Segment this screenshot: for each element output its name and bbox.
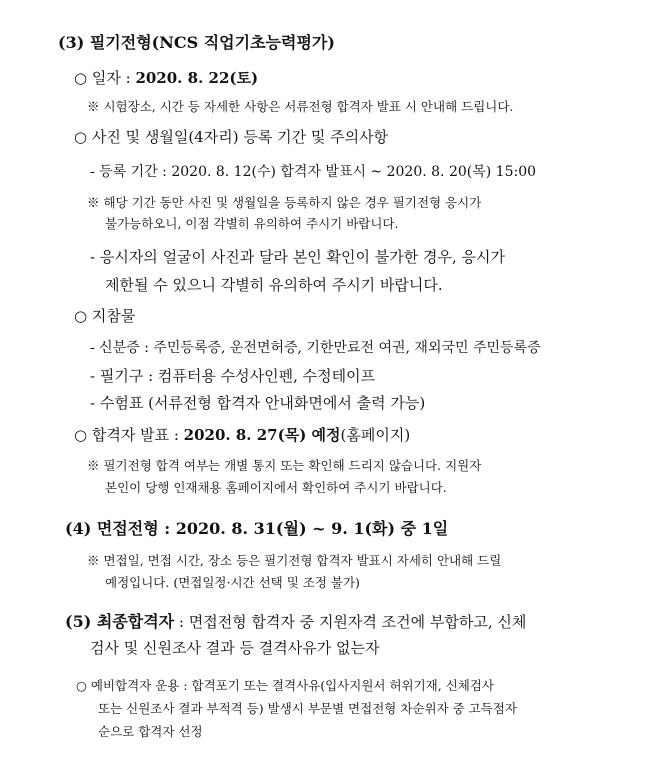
section-5-line-2: 검사 및 신원조사 결과 등 결격사유가 없는자 xyxy=(90,639,380,657)
face-check-note-line-1: - 응시자의 얼굴이 사진과 달라 본인 확인이 불가한 경우, 응시가 xyxy=(90,248,506,266)
item-pen: - 필기구 : 컴퓨터용 수성사인펜, 수정테이프 xyxy=(90,367,376,385)
result-suffix: (홈페이지) xyxy=(340,426,411,444)
exam-date xyxy=(74,71,258,86)
result-note-line-1: ※ 필기전형 합격 여부는 개별 통지 또는 확인해 드리지 않습니다. 지원자 xyxy=(87,458,482,473)
face-check-note-line-2: 제한될 수 있으니 각별히 유의하여 주시기 바랍니다. xyxy=(105,276,443,294)
result-date: 2020. 8. 27(목) 예정 xyxy=(183,426,341,444)
written-result-announcement xyxy=(74,428,410,443)
section-5-title xyxy=(65,614,526,630)
result-label: ○ 합격자 발표 : xyxy=(74,426,184,444)
registration-note-line-2: 불가능하오니, 이점 각별히 유의하여 주시기 바랍니다. xyxy=(105,216,399,231)
item-admission-ticket: - 수험표 (서류전형 합격자 안내화면에서 출력 가능) xyxy=(90,394,426,412)
registration-note-line-1: ※ 해당 기간 동안 사진 및 생월일을 등록하지 않은 경우 필기전형 응시가 xyxy=(87,195,482,210)
item-id-card: - 신분증 : 주민등록증, 운전면허증, 기한만료전 여권, 재외국민 주민등록증 xyxy=(90,340,541,356)
exam-date-label: ○ 일자 : xyxy=(74,69,136,87)
reserve-line-2: 또는 신원조사 결과 부적격 등) 발생시 부문별 면접전형 차순위자 중 고득점자 xyxy=(98,701,517,716)
items-heading: ○ 지참물 xyxy=(74,307,136,325)
section-5-label: (5) 최종합격자 xyxy=(65,612,175,631)
interview-note-line-2: 예정입니다. (면접일정·시간 선택 및 조정 불가) xyxy=(105,575,360,590)
section-5-desc: : 면접전형 합격자 중 지원자격 조건에 부합하고, 신체 xyxy=(174,613,527,631)
exam-date-value: 2020. 8. 22(토) xyxy=(135,69,259,87)
registration-period: - 등록 기간 : 2020. 8. 12(수) 합격자 발표시 ~ 2020. 8. 20(목) 15:00 xyxy=(90,164,537,180)
section-4-title: (4) 면접전형 : 2020. 8. 31(월) ~ 9. 1(화) 중 1일 xyxy=(65,519,449,538)
result-note-line-2: 본인이 당행 인재채용 홈페이지에서 확인하여 주시기 바랍니다. xyxy=(105,480,447,495)
reserve-line-1: ○ 예비합격자 운용 : 합격포기 또는 결격사유(입사지원서 허위기재, 신체검사 xyxy=(76,678,495,693)
venue-note: ※ 시험장소, 시간 등 자세한 사항은 서류전형 합격자 발표 시 안내해 드립니다. xyxy=(87,99,514,114)
photo-registration-heading: ○ 사진 및 생월일(4자리) 등록 기간 및 주의사항 xyxy=(74,128,389,146)
section-3-title: (3) 필기전형(NCS 직업기초능력평가) xyxy=(58,33,335,52)
interview-note-line-1: ※ 면접일, 면접 시간, 장소 등은 필기전형 합격자 발표시 자세히 안내해 드릴 xyxy=(87,553,502,568)
reserve-line-3: 순으로 합격자 선정 xyxy=(98,724,203,739)
